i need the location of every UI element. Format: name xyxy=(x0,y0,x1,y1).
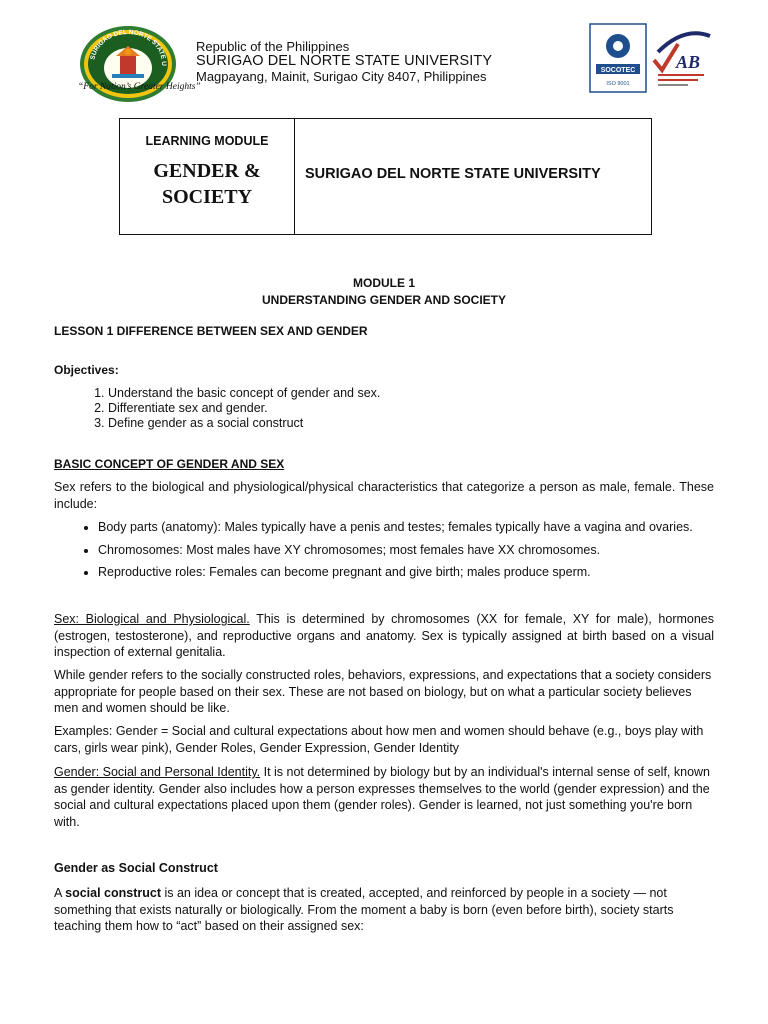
bullet-item: • Reproductive roles: Females can become pregnant and give birth; males produce sperm. xyxy=(98,564,714,581)
sex-definition-paragraph xyxy=(54,611,714,661)
republic-line: Republic of the Philippines xyxy=(196,39,350,54)
construct-pre: A xyxy=(54,886,66,900)
university-motto: “For Nation’s Greater Heights” xyxy=(78,82,201,92)
sex-label: Sex: Biological and Physiological. xyxy=(54,612,250,626)
gender-paragraph: While gender refers to the socially constructed roles, behaviors, expressions, and expectations that a society considers appropriate for people based on their sex. These are not based on biology, but on what a particular society believes men and women should be like. xyxy=(54,668,712,715)
letterhead xyxy=(196,39,492,84)
social-construct-term: social construct xyxy=(65,886,161,900)
university-address: Magpayang, Mainit, Surigao City 8407, Philippines xyxy=(196,69,487,84)
gender-examples: Examples: Gender = Social and cultural expectations about how men and women should behave (e.g., boys play with cars, girls wear pink), Gender Roles, Gender Expression, Gender Identity xyxy=(54,724,704,755)
university-name: SURIGAO DEL NORTE STATE UNIVERSITY xyxy=(196,53,493,69)
course-title-line1: GENDER & xyxy=(153,160,261,182)
learning-module-label: LEARNING MODULE xyxy=(145,134,269,148)
svg-text:SURIGAO DEL NORTE STATE UNIVER: SURIGAO DEL NORTE STATE U xyxy=(89,28,168,67)
sex-text: This is determined by chromosomes (XX for female, XY for male), hormones (estrogen, testosterone), and reproductive organs and anatomy. Sex is typically assigned at birth based on a visual inspection of external genitalia. xyxy=(54,612,715,659)
sex-intro: Sex refers to the biological and physiological/physical characteristics that categorize a person as male, female. These include: xyxy=(54,480,714,511)
social-construct-paragraph xyxy=(54,885,714,935)
certification-logos xyxy=(588,22,712,96)
objective-item: 1. Understand the basic concept of gender and sex. xyxy=(108,386,714,401)
bullet-item: • Chromosomes: Most males have XY chromosomes; most females have XX chromosomes. xyxy=(98,542,714,559)
module-name: UNDERSTANDING GENDER AND SOCIETY xyxy=(261,293,506,307)
gender-label: Gender: Social and Personal Identity. xyxy=(54,765,261,779)
svg-text:AB: AB xyxy=(676,52,701,72)
basic-concept-heading: BASIC CONCEPT OF GENDER AND SEX xyxy=(54,457,285,471)
objectives-list xyxy=(54,386,714,431)
module-number: MODULE 1 xyxy=(352,276,415,290)
objectives-heading: Objectives: xyxy=(54,363,119,377)
objective-item: 3. Define gender as a social construct xyxy=(108,416,714,431)
svg-text:ISO 9001: ISO 9001 xyxy=(606,81,630,87)
gender-definition-paragraph xyxy=(54,764,714,830)
module-title-box xyxy=(119,118,652,235)
construct-text: is an idea or concept that is created, accepted, and reinforced by people in a society — not something that exists naturally or biologically. From the moment a baby is born (even before birth), society starts teaching them how to “act” based on their assigned sex: xyxy=(54,886,674,933)
sex-characteristics-list xyxy=(54,519,714,587)
social-construct-heading: Gender as Social Construct xyxy=(54,861,218,875)
objective-item: 2. Differentiate sex and gender. xyxy=(108,401,714,416)
lesson-title: LESSON 1 DIFFERENCE BETWEEN SEX AND GENDER xyxy=(54,324,368,338)
course-title xyxy=(120,158,294,210)
course-title-line2: SOCIETY xyxy=(161,186,253,208)
title-box-left xyxy=(120,119,295,234)
bullet-item: • Body parts (anatomy): Males typically have a penis and testes; females typically have a vagina and ovaries. xyxy=(98,519,714,536)
gender-text: It is not determined by biology but by an individual's internal sense of self, known as gender identity. Gender also includes how a person expresses themselves to the world (gender expression) and the social and cultural expectations placed upon them (gender roles). Gender is learned, not just something you're born with. xyxy=(54,765,711,829)
title-box-university: SURIGAO DEL NORTE STATE UNIVERSITY xyxy=(305,166,601,182)
svg-text:SOCOTEC: SOCOTEC xyxy=(600,67,636,74)
